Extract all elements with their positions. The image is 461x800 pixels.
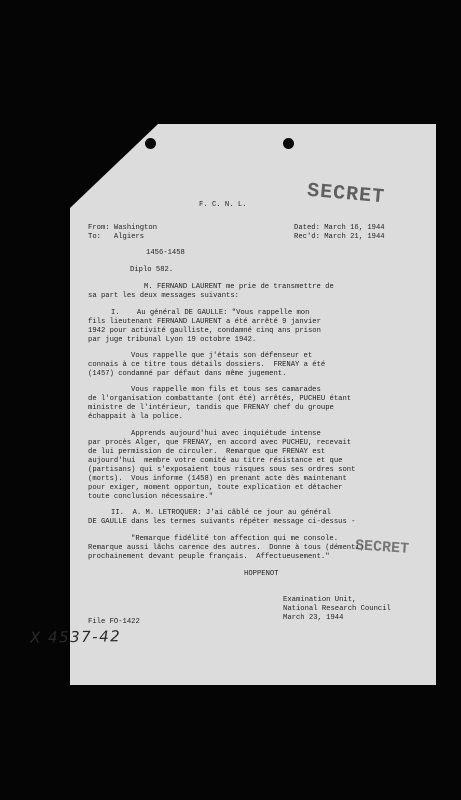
intro-line: M. FERNAND LAURENT me prie de transmettre de	[144, 283, 334, 291]
paragraph-line: Vous rappelle mon fils et tous ses camarades	[131, 386, 321, 394]
paragraph-line: échappait à la police.	[88, 413, 183, 421]
secret-stamp: SECRET	[306, 179, 386, 210]
paragraph-line: (1457) condamné par défaut dans même jugement.	[88, 370, 287, 378]
paragraph-line: I. Au général DE GAULLE: "Vous rappelle mon	[111, 309, 310, 317]
paragraph-line: "Remarque fidélité ton affection qui me console.	[131, 535, 339, 543]
reference-number: 1456-1458	[146, 249, 185, 257]
paragraph-line: connais à ce titre tous détails dossiers. FRENAY a été	[88, 361, 326, 369]
examination-date: March 23, 1944	[283, 614, 344, 622]
paragraph-line: prochainement devant peuple français. Affectueusement."	[88, 553, 330, 561]
paragraph-line: fils lieutenant FERNAND LAURENT a été arrêté 9 janvier	[88, 318, 321, 326]
to-line: To: Algiers	[88, 233, 145, 241]
punch-hole-left	[145, 138, 156, 149]
punch-hole-right	[283, 138, 294, 149]
paragraph-line: toute conclusion nécessaire."	[88, 493, 214, 501]
paragraph-line: pour exiger, moment opportun, toute explication et détacher	[88, 484, 343, 492]
examination-unit: Examination Unit,	[283, 596, 357, 604]
paragraph-line: par procès Alger, que FRENAY, en accord avec PUCHEU, recevait	[88, 439, 352, 447]
paragraph-line: Apprends aujourd'hui avec inquiétude intense	[131, 430, 321, 438]
signature: HOPPENOT	[244, 570, 279, 578]
handwritten-note: X 4537-42	[29, 627, 122, 647]
diplo-number: Diplo 582.	[130, 266, 174, 274]
paragraph-line: (morts). Vous informe (1458) en prenant acte dès maintenant	[88, 475, 347, 483]
paragraph-line: Remarque aussi lâchs carence des autres. Donne à tous (démenti)	[88, 544, 365, 552]
paragraph-line: ministre de l'intérieur, tandis que FRENAY chef du groupe	[88, 404, 334, 412]
secret-stamp-faint: SECRET	[354, 537, 410, 558]
from-line: From: Washington	[88, 224, 158, 232]
paragraph-line: Vous rappelle que j'étais son défenseur et	[131, 352, 313, 360]
paragraph-line: de l'organisation combattante (ont été) arrêtés, PUCHEU étant	[88, 395, 352, 403]
dated-line: Dated: March 16, 1944	[294, 224, 385, 232]
paragraph-line: aujourd'hui membre votre comité au titre résistance et que	[88, 457, 343, 465]
received-line: Rec'd: March 21, 1944	[294, 233, 385, 241]
paragraph-line: (partisans) qui s'exposaient tous risques sous ses ordres sont	[88, 466, 356, 474]
file-number: File FO-1422	[88, 618, 140, 626]
paragraph-line: par juge tribunal Lyon 19 octobre 1942.	[88, 336, 257, 344]
intro-line: sa part les deux messages suivants:	[88, 292, 239, 300]
examination-unit: National Research Council	[283, 605, 391, 613]
paragraph-line: DE GAULLE dans les termes suivants répéter message ci-dessus -	[88, 518, 356, 526]
paragraph-line: II. A. M. LETROQUER: J'ai câblé ce jour au général	[111, 509, 331, 517]
paragraph-line: 1942 pour activité gaulliste, condamné cinq ans prison	[88, 327, 321, 335]
paragraph-line: de lui permission de circuler. Remarque que FRENAY est	[88, 448, 326, 456]
org-heading: F. C. N. L.	[199, 201, 247, 209]
